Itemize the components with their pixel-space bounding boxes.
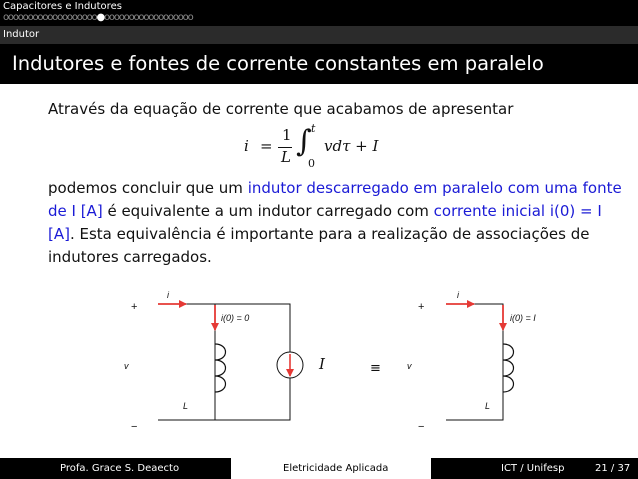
right-inductor-coil	[503, 344, 514, 392]
nav-dot-current[interactable]: ●	[96, 12, 104, 23]
para-text-1: podemos concluir que um	[48, 179, 248, 197]
circuit-right	[407, 290, 536, 433]
subsection-title[interactable]: Indutor	[3, 29, 40, 40]
right-minus: −	[418, 421, 425, 433]
eq-equals: =	[260, 137, 273, 155]
para-text-3: . Esta equivalência é importante para a realização de associações de indutores carregados.	[48, 225, 590, 266]
integral-sign: ∫	[296, 124, 312, 159]
left-inductor-coil	[215, 344, 226, 392]
left-plus: +	[131, 301, 138, 313]
left-i-label: i	[167, 290, 169, 300]
nav-dots-before[interactable]: ooooooooooooooooooo	[3, 12, 97, 23]
left-v-label: v	[124, 361, 129, 371]
footer-course: Eletricidade Aplicada	[283, 463, 389, 474]
subsection-bar	[0, 26, 638, 44]
right-i-label: i	[457, 290, 459, 300]
conclusion-paragraph	[48, 177, 623, 269]
footer-page-number: 21 / 37	[595, 463, 631, 474]
slide-title: Indutores e fontes de corrente constantes em paralelo	[12, 52, 544, 75]
left-init-label: i(0) = 0	[221, 313, 250, 323]
right-L-label: L	[485, 401, 491, 411]
eq-lhs: i	[244, 137, 249, 155]
eq-lower-limit: 0	[308, 157, 315, 170]
right-v-label: v	[407, 361, 412, 371]
right-plus: +	[418, 301, 425, 313]
eq-upper-limit: t	[311, 122, 316, 135]
section-title[interactable]: Capacitores e Indutores	[3, 1, 122, 12]
slide-navigation-dots[interactable]	[3, 13, 193, 23]
eq-numerator: 1	[282, 126, 292, 144]
footer-course-box	[231, 458, 431, 479]
title-bar	[0, 44, 638, 84]
current-equation	[236, 122, 406, 170]
source-value-label: I	[319, 355, 325, 373]
footer-author-box	[0, 458, 231, 479]
equivalence-symbol: ≡	[370, 361, 381, 376]
eq-denominator: L	[281, 148, 291, 166]
right-init-label: i(0) = I	[510, 313, 536, 323]
circuit-diagrams	[0, 282, 638, 442]
header-nav-bar	[0, 0, 638, 26]
footer-bar	[0, 458, 638, 479]
nav-dots-after[interactable]: oooooooooooooooooo	[103, 12, 193, 23]
right-loop-wires	[446, 304, 503, 420]
circuit-left	[124, 290, 326, 433]
highlight-parallel-source: indutor descarregado em paralelo com uma fonte de I [A]	[48, 179, 622, 220]
footer-author: Profa. Grace S. Deaecto	[60, 463, 180, 474]
intro-text: Através da equação de corrente que acabamos de apresentar	[48, 100, 514, 118]
highlight-initial-current: corrente inicial i(0) = I [A]	[48, 202, 602, 243]
footer-inst-box	[431, 458, 638, 479]
left-L-label: L	[183, 401, 189, 411]
para-text-2: é equivalente a um indutor carregado com	[102, 202, 434, 220]
footer-institution: ICT / Unifesp	[501, 463, 565, 474]
eq-integrand: vdτ + I	[324, 137, 379, 155]
left-minus: −	[131, 421, 138, 433]
